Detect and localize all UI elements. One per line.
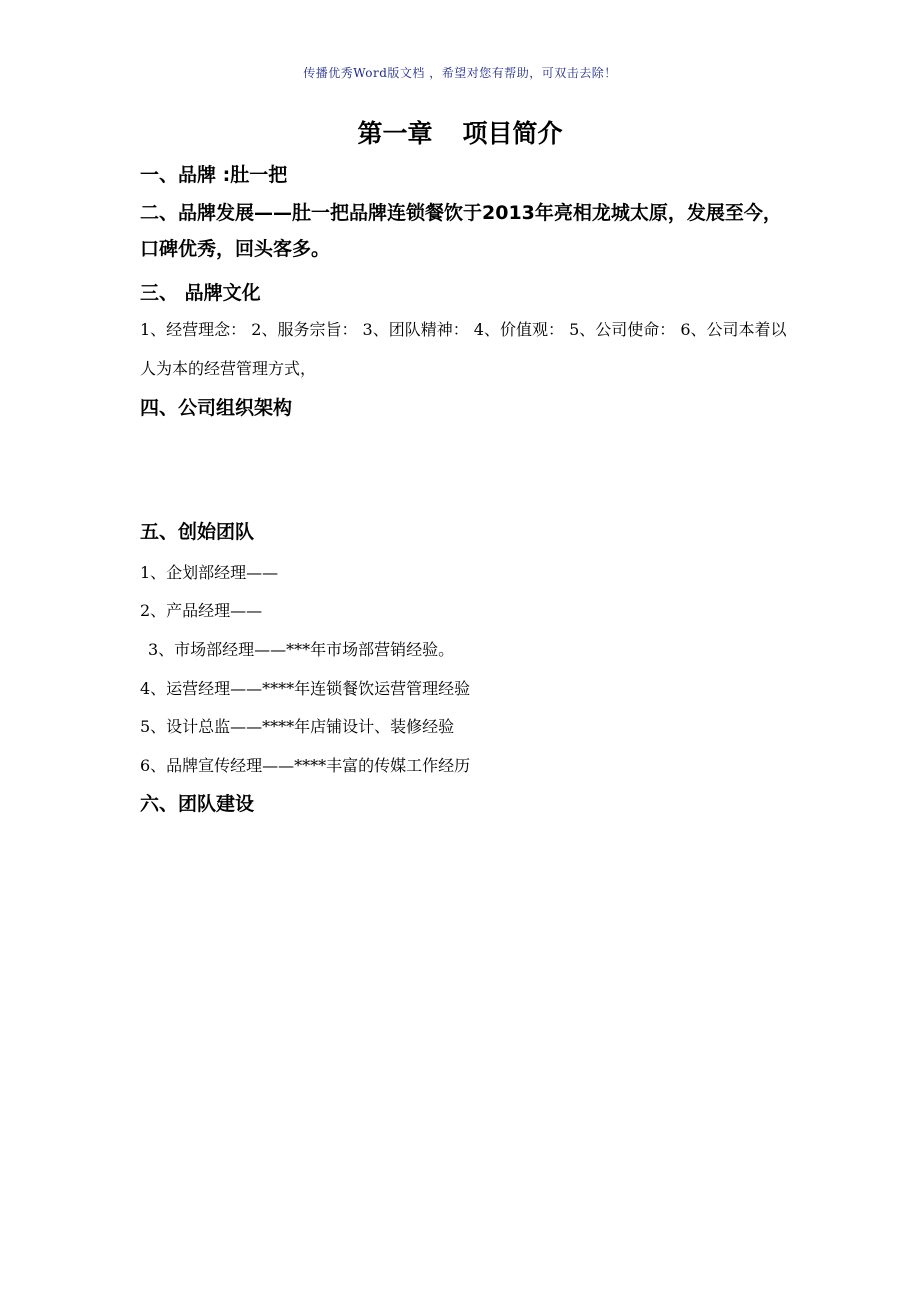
team-item-5: 5、设计总监——****年店铺设计、装修经验 (140, 717, 455, 736)
watermark-header[interactable]: 传播优秀Word版文档 ，希望对您有帮助，可双击去除！ (303, 66, 617, 80)
team-item-1: 1、企划部经理—— (140, 563, 279, 582)
section-org-structure: 四、公司组织架构 (140, 397, 293, 419)
section-brand-culture: 三、 品牌文化 (140, 282, 261, 304)
section-team-building: 六、团队建设 (140, 793, 255, 815)
team-item-2: 2、产品经理—— (140, 601, 263, 620)
team-item-4: 4、运营经理——****年连锁餐饮运营管理经验 (140, 679, 471, 698)
team-item-3: 3、市场部经理——***年市场部营销经验。 (148, 640, 455, 659)
section-founding-team: 五、创始团队 (140, 521, 255, 543)
chapter-title (0, 114, 920, 150)
section-brand-development: 二、品牌发展——肚一把品牌连锁餐饮于2013年亮相龙城太原，发展至今，口碑优秀，回头客多。 (140, 202, 782, 260)
section-brand: 一、品牌 :肚一把 (140, 164, 288, 186)
chapter-heading: 项目简介 (462, 119, 563, 148)
team-item-6: 6、品牌宣传经理——****丰富的传媒工作经历 (140, 756, 471, 775)
chapter-number: 第一章 (357, 119, 433, 148)
culture-text: 1、经营理念： 2、服务宗旨： 3、团队精神： 4、价值观： 5、公司使命： 6、公司本着以人为本的经营管理方式， (140, 320, 787, 378)
